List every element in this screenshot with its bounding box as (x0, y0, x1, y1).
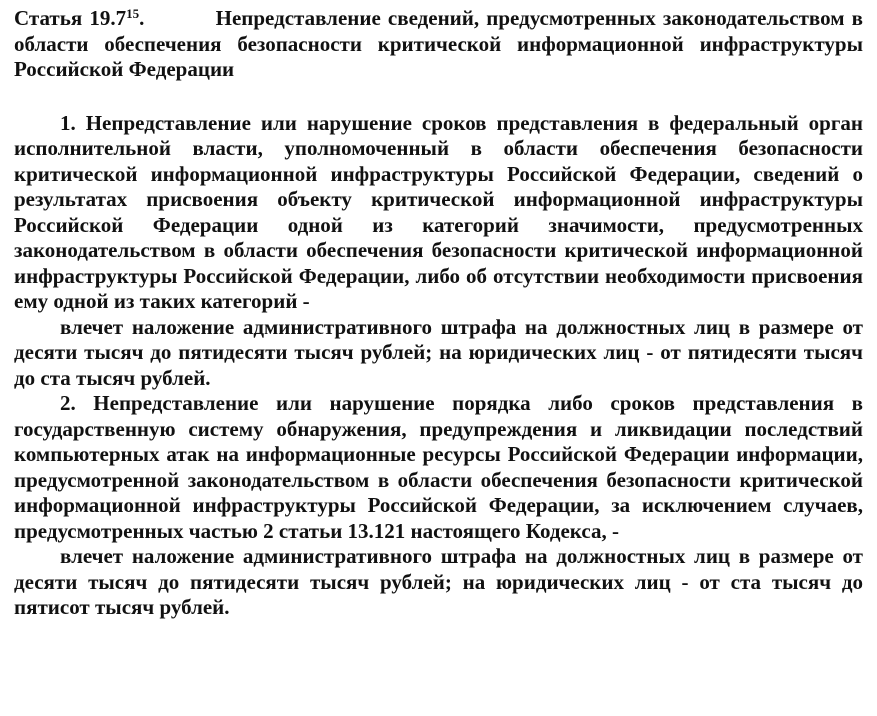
article-number-suffix: . (139, 6, 145, 30)
article-number (14, 6, 144, 30)
part-2-sanction: влечет наложение административного штрафа на должностных лиц в размере от десяти тысяч до пятидесяти тысяч рублей; на юридических лиц - от ста тысяч до пятисот тысяч рублей. (14, 544, 863, 619)
spacer (14, 83, 863, 111)
article-heading (14, 6, 863, 83)
article-number-prefix: Статья 19.7 (14, 6, 127, 30)
article-number-superscript: 15 (126, 6, 140, 21)
part-1-offense: 1. Непредставление или нарушение сроков представления в федеральный орган исполнительной власти, уполномоченный в области обеспечения безопасности критической информационной инфраструктуры Российской Федерации, сведений о результатах присвоения объекту критической информационной инфраструктуры Российской Федерации одной из категорий значимости, предусмотренных законодательством в области обеспечения безопасности критической информационной инфраструктуры Российской Федерации, либо об отсутствии необходимости присвоения ему одной из таких категорий - (14, 110, 863, 313)
part-1-sanction: влечет наложение административного штрафа на должностных лиц в размере от десяти тысяч до пятидесяти тысяч рублей; на юридических лиц - от пятидесяти тысяч до ста тысяч рублей. (14, 314, 863, 390)
part-2-offense: 2. Непредставление или нарушение порядка либо сроков представления в государственную систему обнаружения, предупреждения и ликвидации последствий компьютерных атак на информационные ресурсы Российской Федерации информации, предусмотренной законодательством в области обеспечения безопасности критической информационной инфраструктуры Российской Федерации, за исключением случаев, предусмотренных частью 2 статьи 13.121 настоящего Кодекса, - (14, 391, 863, 543)
article-title: Непредставление сведений, предусмотренных законодательством в области обеспечения безопасности критической информационной инфраструктуры Российской Федерации (14, 6, 863, 81)
